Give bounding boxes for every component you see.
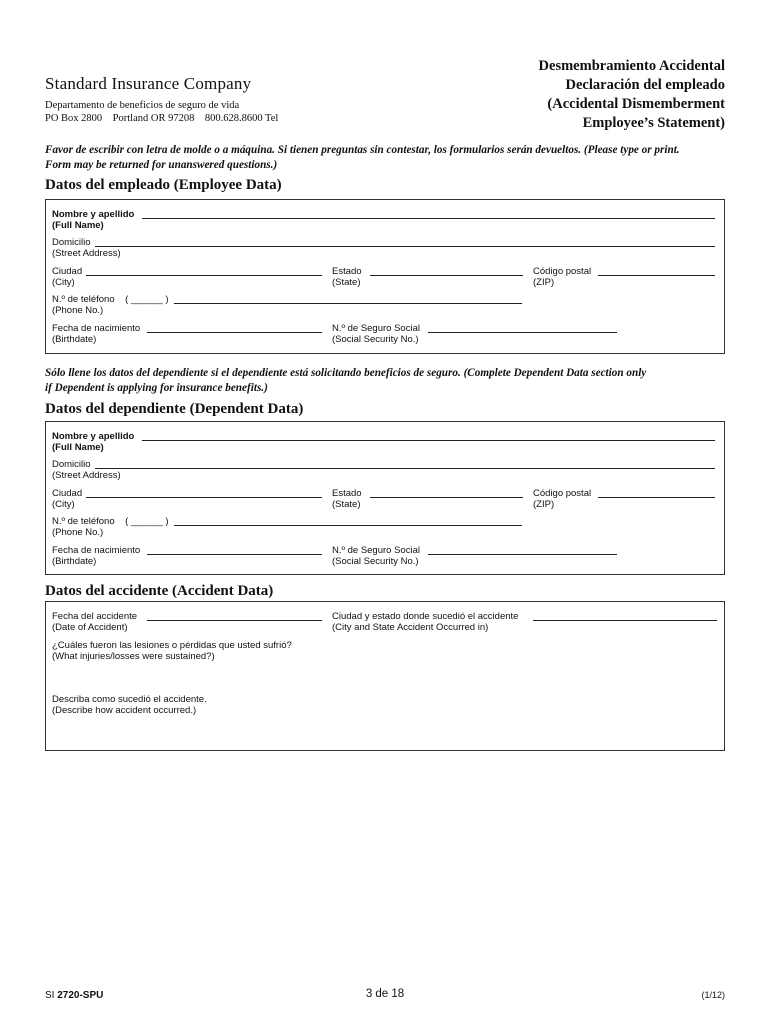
label-en: (State) bbox=[332, 277, 361, 288]
employee-data-box bbox=[45, 199, 725, 354]
label-en: (Social Security No.) bbox=[332, 334, 419, 345]
dependent-ssn-input[interactable] bbox=[428, 554, 617, 555]
accident-data-box bbox=[45, 601, 725, 751]
instructions-line: Form may be returned for unanswered questions.) bbox=[45, 159, 278, 171]
dependent-state-field bbox=[332, 488, 362, 510]
instructions bbox=[45, 143, 727, 173]
form-code: 2720-SPU bbox=[57, 990, 104, 1001]
employee-name-input[interactable] bbox=[142, 218, 715, 219]
label-es: N.º de teléfono ( ______ ) bbox=[52, 516, 169, 527]
employee-name-field bbox=[52, 209, 134, 231]
employee-zip-field bbox=[533, 266, 591, 288]
dependent-phone-field bbox=[52, 516, 169, 538]
label-es: Domicilio bbox=[52, 237, 91, 248]
dependent-phone-input[interactable] bbox=[174, 525, 522, 526]
employee-state-field bbox=[332, 266, 362, 288]
dependent-name-input[interactable] bbox=[142, 440, 715, 441]
label-es: Código postal bbox=[533, 488, 592, 499]
label-en: (What injuries/losses were sustained?) bbox=[52, 651, 215, 662]
label-en: (ZIP) bbox=[533, 499, 555, 510]
dependent-address-input[interactable] bbox=[95, 468, 715, 469]
dependent-state-input[interactable] bbox=[370, 497, 523, 498]
employee-state-input[interactable] bbox=[370, 275, 523, 276]
employee-section-title: Datos del empleado (Employee Data) bbox=[45, 177, 282, 193]
instructions-line: if Dependent is applying for insurance benefits.) bbox=[45, 382, 268, 394]
label-es: Fecha de nacimiento bbox=[52, 545, 141, 556]
label-en: (Describe how accident occurred.) bbox=[52, 705, 197, 716]
company-address: PO Box 2800 Portland OR 97208 800.628.8600 Tel bbox=[45, 113, 279, 124]
company-name: Standard Insurance Company bbox=[45, 74, 252, 93]
label-es: Ciudad bbox=[52, 266, 83, 277]
title-line: Employee’s Statement) bbox=[582, 115, 725, 131]
accident-place-field bbox=[332, 611, 518, 633]
dependent-data-box bbox=[45, 421, 725, 575]
title-line: (Accidental Dismemberment bbox=[547, 96, 725, 112]
company-department-block bbox=[45, 99, 278, 125]
label-es: Estado bbox=[332, 488, 362, 499]
label-es: N.º de Seguro Social bbox=[332, 545, 420, 556]
label-es: Código postal bbox=[533, 266, 592, 277]
title-line: Declaración del empleado bbox=[565, 77, 725, 93]
dependent-ssn-field bbox=[332, 545, 420, 567]
employee-ssn-field bbox=[332, 323, 420, 345]
employee-zip-input[interactable] bbox=[598, 275, 715, 276]
label-es: Fecha de nacimiento bbox=[52, 323, 141, 334]
dependent-section-title: Datos del dependiente (Dependent Data) bbox=[45, 401, 304, 417]
employee-birthdate-input[interactable] bbox=[147, 332, 322, 333]
label-en: (State) bbox=[332, 499, 361, 510]
dependent-zip-field bbox=[533, 488, 591, 510]
dependent-address-field bbox=[52, 459, 121, 481]
label-en: (Full Name) bbox=[52, 442, 104, 453]
dependent-city-input[interactable] bbox=[86, 497, 322, 498]
label-es: N.º de teléfono ( ______ ) bbox=[52, 294, 169, 305]
employee-ssn-input[interactable] bbox=[428, 332, 617, 333]
dependent-city-field bbox=[52, 488, 82, 510]
instructions-line: Sólo llene los datos del dependiente si el dependiente está solicitando beneficios de seguro. (Complete Dependent Data section only bbox=[45, 367, 647, 379]
employee-birthdate-field bbox=[52, 323, 140, 345]
label-es: Fecha del accidente bbox=[52, 611, 138, 622]
dependent-instructions bbox=[45, 366, 727, 396]
department-name: Departamento de beneficios de seguro de vida bbox=[45, 100, 240, 111]
accident-description-field[interactable] bbox=[52, 694, 207, 716]
accident-place-input[interactable] bbox=[533, 620, 717, 621]
document-title bbox=[425, 57, 725, 133]
label-es: Nombre y apellido bbox=[52, 209, 135, 220]
label-en: (Birthdate) bbox=[52, 334, 97, 345]
label-en: (City and State Accident Occurred in) bbox=[332, 622, 489, 633]
page-number: 3 de 18 bbox=[365, 988, 405, 1000]
revision-date: (1/12) bbox=[701, 990, 725, 1000]
label-en: (Phone No.) bbox=[52, 527, 104, 538]
instructions-line: Favor de escribir con letra de molde o a máquina. Si tienen preguntas sin contestar, los formularios serán devueltos. (Please type or print. bbox=[45, 144, 680, 156]
accident-date-field bbox=[52, 611, 137, 633]
label-es: Nombre y apellido bbox=[52, 431, 135, 442]
employee-phone-field bbox=[52, 294, 169, 316]
employee-phone-input[interactable] bbox=[174, 303, 522, 304]
dependent-birthdate-field bbox=[52, 545, 140, 567]
label-en: (Full Name) bbox=[52, 220, 104, 231]
dependent-zip-input[interactable] bbox=[598, 497, 715, 498]
employee-city-input[interactable] bbox=[86, 275, 322, 276]
accident-section-title: Datos del accidente (Accident Data) bbox=[45, 583, 274, 599]
label-es: Estado bbox=[332, 266, 362, 277]
employee-city-field bbox=[52, 266, 82, 288]
label-es: Ciudad bbox=[52, 488, 83, 499]
accident-date-input[interactable] bbox=[147, 620, 322, 621]
employee-address-input[interactable] bbox=[95, 246, 715, 247]
label-en: (Street Address) bbox=[52, 248, 121, 259]
dependent-name-field bbox=[52, 431, 134, 453]
dependent-birthdate-input[interactable] bbox=[147, 554, 322, 555]
label-en: (Birthdate) bbox=[52, 556, 97, 567]
title-line: Desmembramiento Accidental bbox=[538, 58, 725, 74]
label-en: (ZIP) bbox=[533, 277, 555, 288]
label-en: (City) bbox=[52, 277, 75, 288]
label-es: Domicilio bbox=[52, 459, 91, 470]
label-en: (City) bbox=[52, 499, 75, 510]
label-es: ¿Cuáles fueron las lesiones o pérdidas que usted sufrió? bbox=[52, 640, 292, 651]
label-es: Describa como sucedió el accidente. bbox=[52, 694, 207, 705]
employee-address-field bbox=[52, 237, 121, 259]
label-es: Ciudad y estado donde sucedió el accidente bbox=[332, 611, 519, 622]
label-en: (Phone No.) bbox=[52, 305, 104, 316]
accident-injuries-field[interactable] bbox=[52, 640, 292, 662]
label-en: (Date of Accident) bbox=[52, 622, 128, 633]
label-en: (Social Security No.) bbox=[332, 556, 419, 567]
label-es: N.º de Seguro Social bbox=[332, 323, 420, 334]
label-en: (Street Address) bbox=[52, 470, 121, 481]
form-prefix: SI bbox=[45, 990, 58, 1001]
